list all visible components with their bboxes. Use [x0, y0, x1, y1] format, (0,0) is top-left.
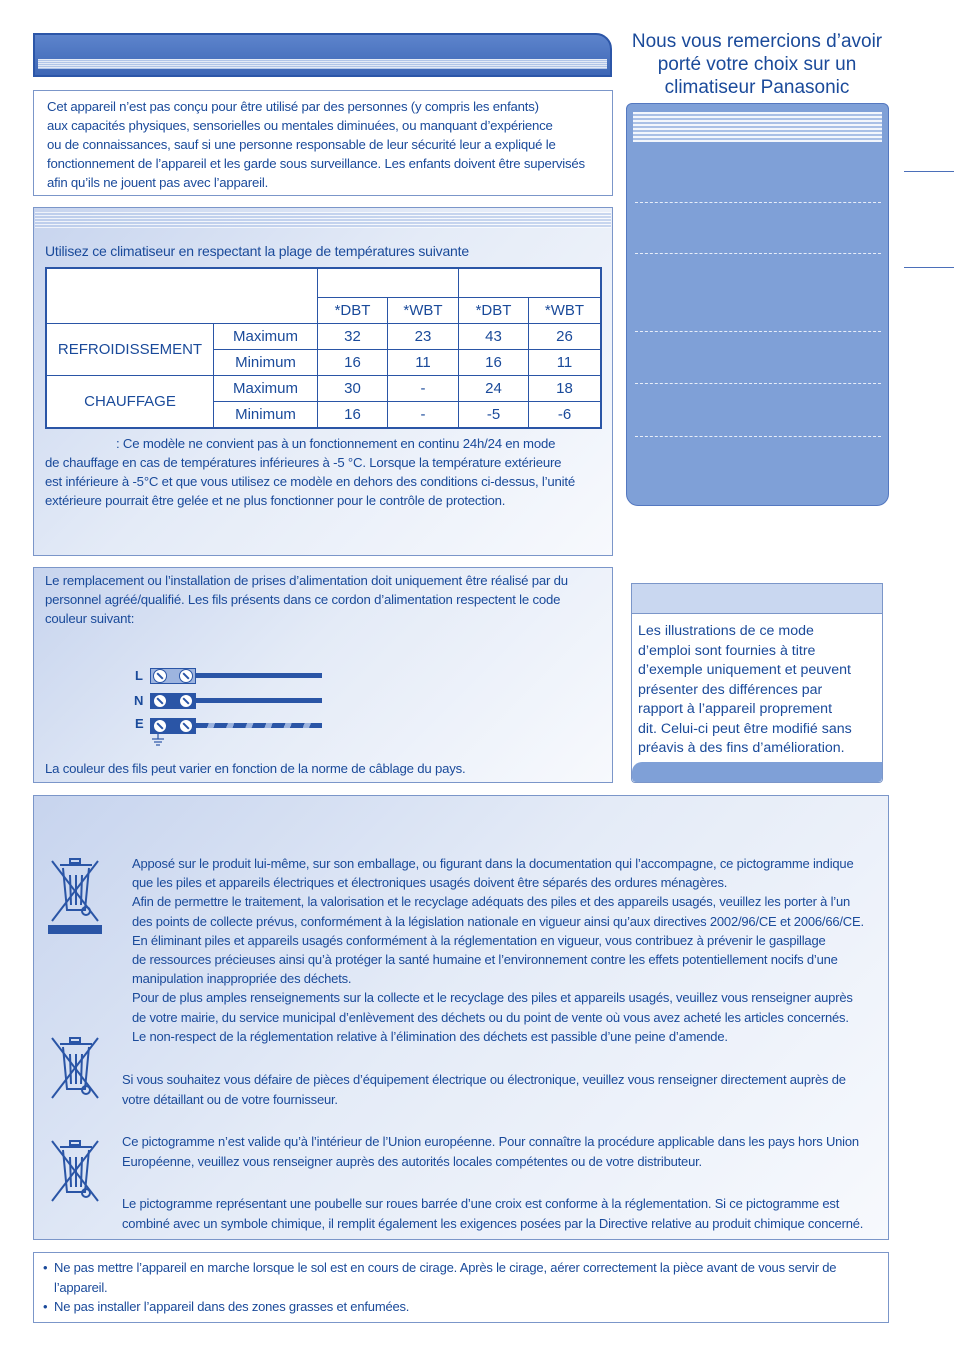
table-cell: 32 [318, 324, 388, 350]
power-line: personnel agréé/qualifié. Les fils présents dans ce cordon d’alimentation respectent le code [45, 592, 561, 607]
ground-icon [150, 733, 166, 747]
table-cell: -5 [459, 402, 529, 427]
neutral-wire [196, 698, 322, 703]
screw-icon [179, 694, 193, 708]
note-line: dit. Celui-ci peut être modifié sans [638, 720, 852, 737]
mode-cooling: REFROIDISSEMENT [47, 324, 214, 376]
note-line: est inférieure à -5°C et que vous utilisez ce modèle en dehors des conditions ci-dessus, l’unité [45, 474, 575, 489]
bullet: • [43, 1299, 48, 1314]
crossed-wheelie-bin-icon [46, 1034, 104, 1102]
table-cell: 24 [459, 376, 529, 402]
thanks-line: Nous vous remercions d’avoir [631, 31, 883, 52]
unit-header: *WBT [529, 298, 600, 324]
disposal-line: votre détaillant ou de votre fournisseur. [122, 1092, 338, 1107]
disposal-block-4 [122, 1194, 882, 1234]
mode-heating: CHAUFFAGE [47, 376, 214, 427]
row-label: Minimum [214, 402, 318, 427]
safety-notice-box [33, 90, 613, 196]
disposal-line: Pour de plus amples renseignements sur la collecte et le recyclage des piles et appareils usagés, veuillez vous renseigner auprès [132, 990, 853, 1006]
live-wire [196, 673, 322, 678]
disposal-block-3 [122, 1132, 882, 1172]
thanks-line: porté votre choix sur un [657, 54, 857, 75]
table-cell: 11 [529, 350, 600, 376]
thank-you-heading [626, 30, 888, 99]
table-cell: - [388, 376, 459, 402]
disposal-line: de votre mairie, du service municipal d’enlèvement des déchets ou du point de vente où vous avez acheté les articles concernés. [132, 1009, 849, 1025]
table-cell: 18 [529, 376, 600, 402]
screw-icon [179, 669, 193, 683]
disposal-line: Ce pictogramme n’est valide qu’à l’intérieur de l’Union européenne. Pour connaître la procédure applicable dans les pays hors Union [122, 1134, 859, 1149]
disposal-line: Le pictogramme représentant une poubelle sur roues barrée d’une croix est conforme à la réglementation. Si ce pictogramme est [122, 1196, 840, 1211]
table-cell: 16 [459, 350, 529, 376]
list-item [43, 1297, 878, 1317]
note-line: préavis à des fins d’amélioration. [638, 740, 845, 756]
note-line: Les illustrations de ce mode [638, 623, 814, 639]
disposal-line: combiné avec un symbole chimique, il remplit également les exigences posées par la Directive relative au produit chimique concerné. [122, 1216, 864, 1231]
safety-line: Cet appareil n’est pas conçu pour être utilisé par des personnes (y compris les enfants) [47, 99, 539, 114]
note-line: de chauffage en cas de températures inférieures à -5 °C. Lorsque la température extérieure [45, 455, 562, 470]
crossed-wheelie-bin-icon [46, 1137, 104, 1205]
power-line: Le remplacement ou l’installation de prises d’alimentation doit uniquement être réalisé par du [45, 573, 568, 588]
unit-header: *WBT [388, 298, 459, 324]
table-cell: 26 [529, 324, 600, 350]
table-cell: 30 [318, 376, 388, 402]
disposal-line: Européenne, veuillez vous renseigner auprès des autorités locales compétentes ou de votre distributeur. [122, 1154, 702, 1169]
crossed-wheelie-bin-icon [46, 855, 104, 935]
disposal-line: Si vous souhaitez vous défaire de pièces d’équipement électrique ou électronique, veuillez vous renseigner directement auprès de [122, 1072, 846, 1087]
disposal-line: de ressources précieuses ainsi qu’à protéger la santé humaine et l’environnement contre les effets potentiellement nocifs d’une [132, 952, 838, 968]
disposal-block-2 [122, 1070, 882, 1110]
row-label: Minimum [214, 350, 318, 376]
table-cell: - [388, 402, 459, 427]
caution-text: l’appareil. [54, 1279, 108, 1295]
unit-header: *DBT [459, 298, 529, 324]
power-line: couleur suivant: [45, 611, 135, 626]
disposal-block-1 [132, 854, 882, 1046]
wire-label-neutral: N [134, 693, 144, 708]
note-line: présenter des différences par [638, 681, 823, 698]
safety-line: ou de connaissances, sauf si une personne responsable de leur sécurité leur a expliqué le [47, 137, 556, 152]
screw-icon [179, 719, 193, 733]
table-header-blank [47, 269, 318, 324]
temperature-note [45, 434, 610, 510]
list-item [43, 1258, 878, 1297]
note-line: rapport à l’appareil proprement [638, 701, 833, 717]
table-cell: 16 [318, 350, 388, 376]
screw-icon [153, 719, 167, 733]
power-intro [45, 571, 605, 628]
disposal-line: Afin de permettre le traitement, la valorisation et le recyclage adéquats des piles et des appareils usagés, veuillez les porter à l’un [132, 894, 851, 910]
row-label: Maximum [214, 376, 318, 402]
note-line: d’emploi sont fournies à titre [638, 642, 816, 659]
safety-line: aux capacités physiques, sensorielles ou mentales diminuées, ou manquant d’expérience [47, 118, 553, 133]
table-cell: 43 [459, 324, 529, 350]
illustration-note-box [631, 583, 883, 783]
side-divider [904, 171, 954, 172]
disposal-line: des points de collecte prévus, conformément à la législation nationale en vigueur ainsi qu’aux directives 2002/96/CE et 2006/66/CE. [132, 913, 864, 929]
wire-color-note: La couleur des fils peut varier en fonction de la norme de câblage du pays. [45, 761, 466, 776]
side-divider [904, 267, 954, 268]
disposal-line: Le non-respect de la réglementation relative à l’élimination des déchets est passible d’une peine d’amende. [132, 1028, 728, 1044]
temperature-intro: Utilisez ce climatiseur en respectant la plage de températures suivante [45, 243, 469, 259]
caution-text: Ne pas mettre l’appareil en marche lorsque le sol est en cours de cirage. Après le cirage, aérer correctement la pièce avant de vous servir de [54, 1260, 837, 1275]
table-cell: 23 [388, 324, 459, 350]
disposal-line: que les piles et appareils électriques et électroniques usagés doivent être séparés des ordures ménagères. [132, 875, 728, 891]
disposal-line: Apposé sur le produit lui-même, sur son emballage, ou figurant dans la documentation qui l’accompagne, ce pictogramme indique [132, 856, 854, 871]
section-header-bar [33, 33, 612, 77]
outdoor-header [459, 269, 600, 298]
table-cell: -6 [557, 406, 572, 423]
note-line: : Ce modèle ne convient pas à un fonctionnement en continu 24h/24 en mode [116, 436, 556, 451]
row-label: Maximum [214, 324, 318, 350]
indoor-header [318, 269, 459, 298]
wire-label-live: L [135, 668, 143, 683]
unit-header: *DBT [318, 298, 388, 324]
table-cell: 16 [318, 402, 388, 427]
caution-text: Ne pas installer l’appareil dans des zones grasses et enfumées. [54, 1299, 410, 1314]
screw-icon [153, 669, 167, 683]
caution-list [43, 1258, 878, 1317]
disposal-line: manipulation inappropriée des déchets. [132, 971, 352, 987]
bullet: • [43, 1260, 48, 1275]
wire-label-earth: E [135, 716, 144, 731]
disposal-line: En éliminant piles et appareils usagés conformément à la réglementation en vigueur, vous contribuez à prévenir le gaspillage [132, 932, 826, 948]
table-of-contents-panel [626, 103, 889, 506]
note-line: d’exemple uniquement et peuvent [638, 662, 851, 678]
temperature-table [45, 267, 602, 429]
earth-wire [196, 723, 322, 728]
safety-line: afin qu’ils ne jouent pas avec l’appareil. [47, 175, 269, 190]
note-line: extérieure pourrait être gelée et ne plus fonctionner pour le contrôle de protection. [45, 493, 506, 508]
thanks-line: climatiseur Panasonic [664, 77, 850, 98]
safety-line: fonctionnement de l’appareil et les garde sous surveillance. Les enfants doivent être supervisés [47, 156, 585, 171]
screw-icon [153, 694, 167, 708]
table-cell: 11 [388, 350, 459, 376]
